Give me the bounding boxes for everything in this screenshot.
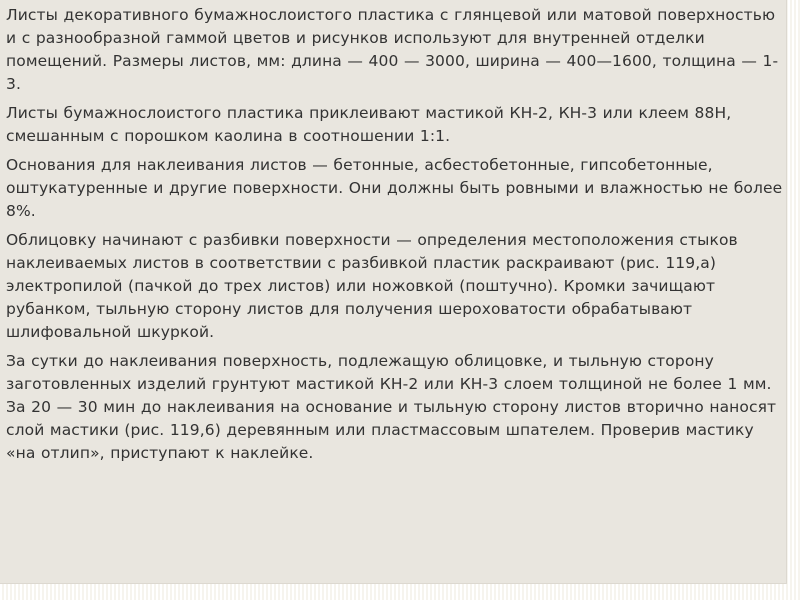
body-text [6, 4, 785, 471]
paragraph-3: Основания для наклеивания листов — бетонные, асбестобетонные, гипсобетонные, оштукатуренные и другие поверхности. Они должны быть ровными и влажностью не более 8%. [6, 156, 783, 220]
paragraph-2: Листы бумажнослоистого пластика приклеивают мастикой КН-2, КН-3 или клеем 88Н, смешанным с порошком каолина в соотношении 1:1. [6, 104, 732, 145]
paragraph-4: Облицовку начинают с разбивки поверхности — определения местоположения стыков наклеиваемых листов в соответствии с разбивкой пластик раскраивают (рис. 119,а) электропилой (пачкой до трех листов) или ножовкой (поштучно). Кромки зачищают рубанком, тыльную сторону листов для получения шероховатости обрабатывают шлифовальной шкуркой. [6, 231, 738, 341]
paragraph-5: За сутки до наклеивания поверхность, подлежащую облицовке, и тыльную сторону заготовленных изделий грунтуют мастикой КН-2 или КН-3 слоем толщиной не более 1 мм. За 20 — 30 мин до наклеивания на основание и тыльную сторону листов вторично наносят слой мастики (рис. 119,6) деревянным или пластмассовым шпателем. Проверив мастику «на отлип», приступают к наклейке. [6, 352, 777, 462]
paragraph-1: Листы декоративного бумажнослоистого пластика с глянцевой или матовой поверхностью и с разнообразной гаммой цветов и рисунков используют для внутренней отделки помещений. Размеры листов, мм: длина — 400 — 3000, ширина — 400—1600, толщина — 1-3. [6, 6, 779, 93]
